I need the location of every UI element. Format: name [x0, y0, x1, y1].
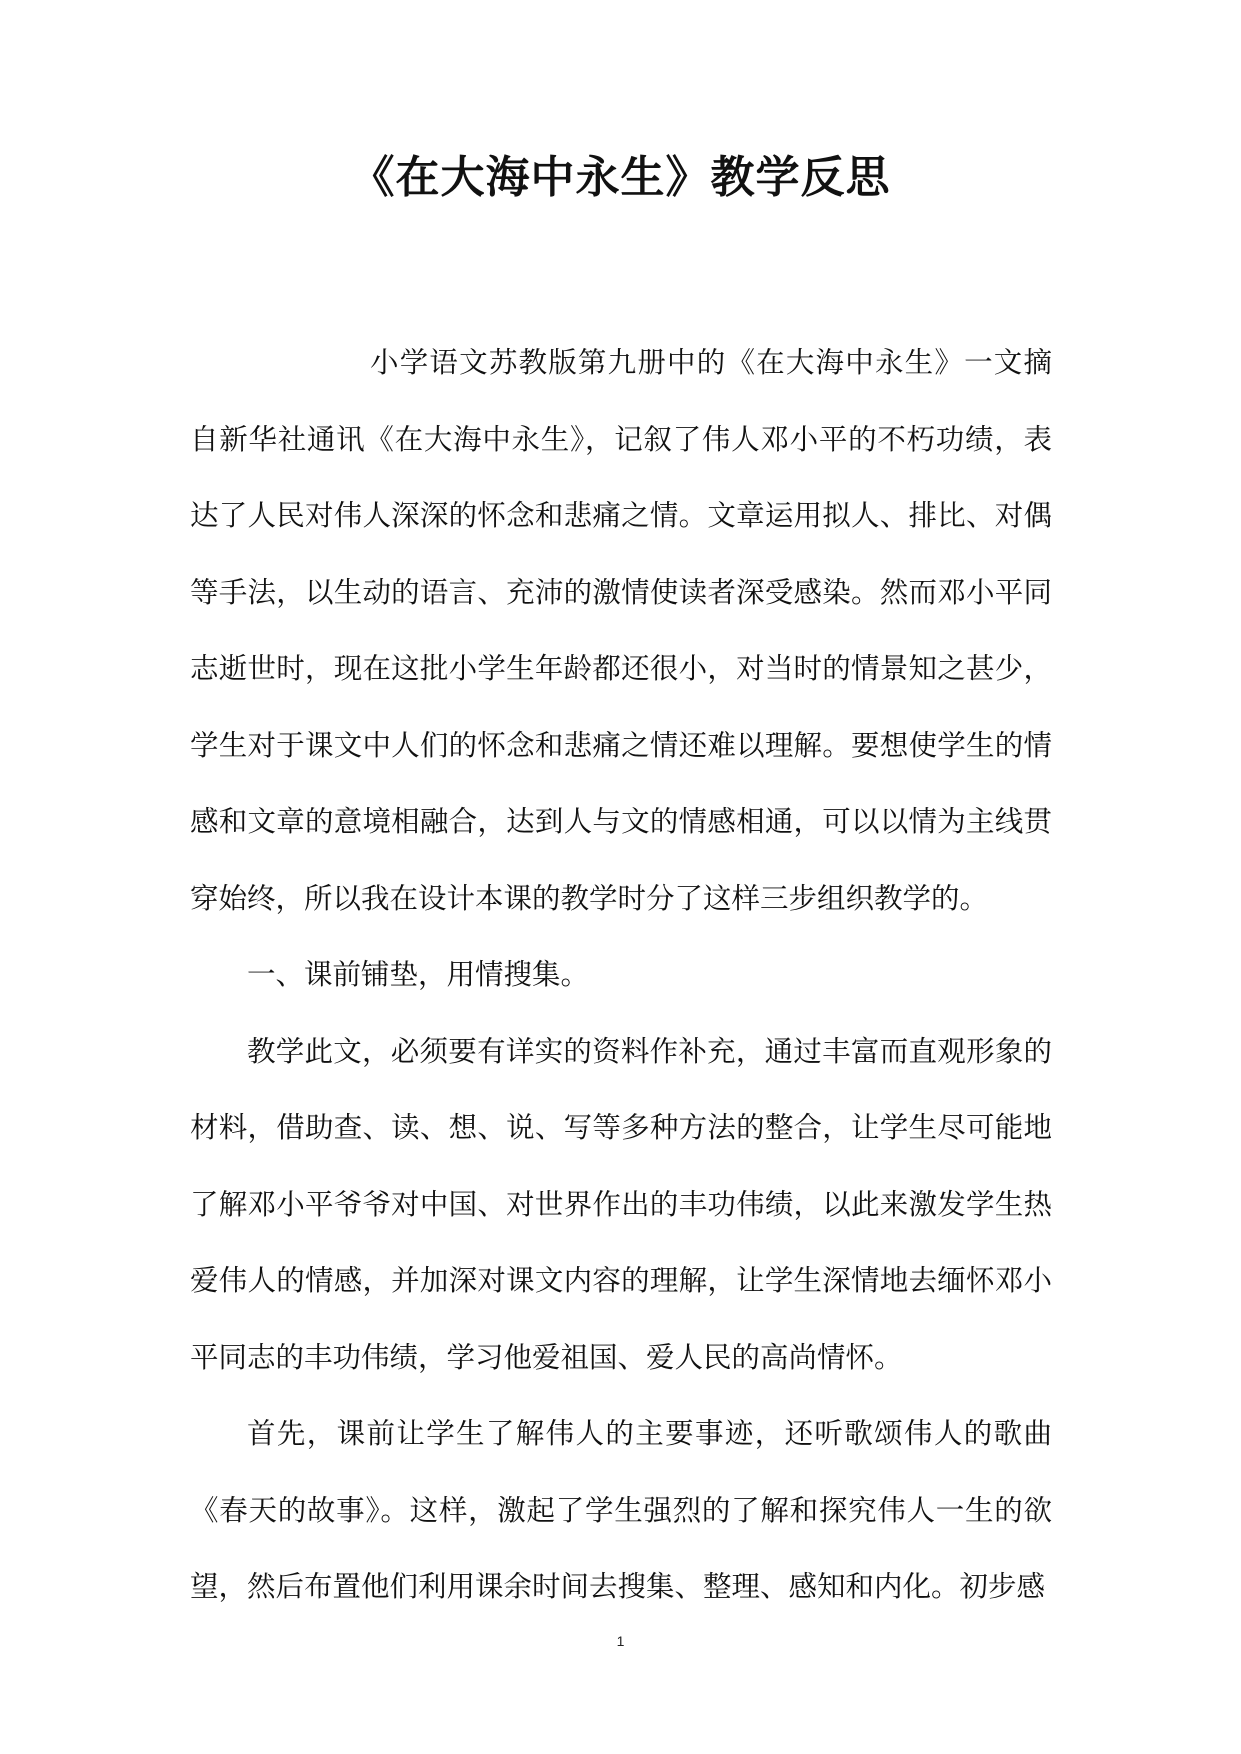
document-body: [190, 325, 1052, 1626]
paragraph-first-step: 首先，课前让学生了解伟人的主要事迹，还听歌颂伟人的歌曲《春天的故事》。这样，激起了学生强烈的了解和探究伟人一生的欲望，然后布置他们利用课余时间去搜集、整理、感知和内化。初步感: [190, 1417, 1052, 1603]
page-number: 1: [616, 1633, 625, 1649]
paragraph-intro: 小学语文苏教版第九册中的《在大海中永生》一文摘自新华社通讯《在大海中永生》，记叙了伟人邓小平的不朽功绩，表达了人民对伟人深深的怀念和悲痛之情。文章运用拟人、排比、对偶等手法，以生动的语言、充沛的激情使读者深受感染。然而邓小平同志逝世时，现在这批小学生年龄都还很小，对当时的情景知之甚少，学生对于课文中人们的怀念和悲痛之情还难以理解。要想使学生的情感和文章的意境相融合，达到人与文的情感相通，可以以情为主线贯穿始终，所以我在设计本课的教学时分了这样三步组织教学的。: [190, 346, 1052, 915]
section-heading-1: 一、课前铺垫，用情搜集。: [247, 958, 590, 991]
document-title: 《在大海中永生》教学反思: [350, 152, 891, 203]
paragraph-materials: 教学此文，必须要有详实的资料作补充，通过丰富而直观形象的材料，借助查、读、想、说、写等多种方法的整合，让学生尽可能地了解邓小平爷爷对中国、对世界作出的丰功伟绩，以此来激发学生热爱伟人的情感，并加深对课文内容的理解，让学生深情地去缅怀邓小平同志的丰功伟绩，学习他爱祖国、爱人民的高尚情怀。: [190, 1034, 1052, 1374]
